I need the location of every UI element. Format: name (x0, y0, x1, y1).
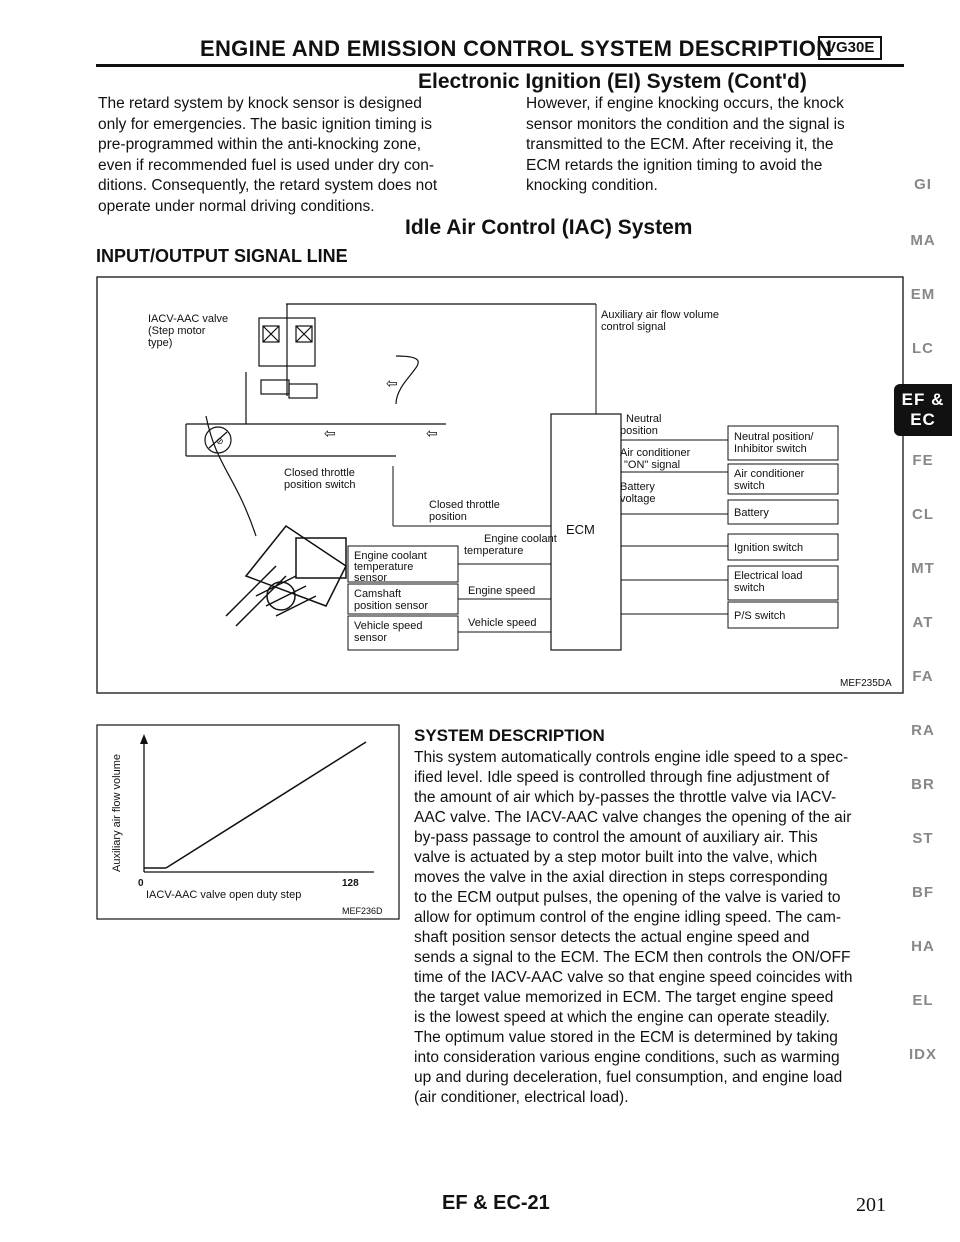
aux-air-signal-label: Auxiliary air flow volume control signal (601, 309, 719, 333)
text-line: the target value memorized in ECM. The target engine speed (414, 989, 834, 1006)
iacv-aac-valve-drawing (186, 304, 596, 536)
text-line: is the lowest speed at which the engine can operate steadily. (414, 1009, 830, 1026)
text-line: ified level. Idle speed is controlled through fine adjustment of (414, 769, 830, 786)
text-line: operate under normal driving conditions. (98, 197, 375, 215)
camshaft-sensor-label: Camshaft position sensor (354, 588, 428, 612)
side-tab-br[interactable]: BR (911, 776, 935, 793)
valve-label: IACV-AAC valve (Step motor type) (148, 313, 229, 349)
y-axis-label: Auxiliary air flow volume (111, 754, 123, 872)
text-line: ECM retards the ignition timing to avoid the (526, 156, 823, 174)
engine-speed-label: Engine speed (468, 585, 536, 597)
text-line: by-pass passage to control the amount of auxiliary air. This (414, 829, 818, 846)
side-tab-fe[interactable]: FE (912, 452, 934, 469)
section-subtitle: Electronic Ignition (EI) System (Cont'd) (418, 70, 807, 93)
chart-code: MEF236D (342, 906, 383, 916)
text-line: shaft position sensor detects the actual engine speed and (414, 929, 810, 946)
text-line: time of the IACV-AAC valve so that engine speed coincides with (414, 969, 853, 986)
x-axis-label: IACV-AAC valve open duty step (146, 889, 302, 901)
air-flow-chart (96, 724, 400, 920)
electrical-load-switch-label: Electrical load switch (734, 570, 803, 594)
text-line: even if recommended fuel is used under dry con- (98, 156, 435, 174)
intro-right (526, 94, 906, 197)
text-line: transmitted to the ECM. After receiving it, the (526, 136, 834, 153)
diagram-code: MEF235DA (840, 678, 892, 689)
x-tick-label: 0 (138, 878, 144, 889)
text-line: The retard system by knock sensor is designed (98, 95, 422, 112)
side-tab-mt[interactable]: MT (911, 560, 935, 577)
side-tab-at[interactable]: AT (912, 614, 934, 631)
side-tab-label: EC (910, 410, 936, 429)
text-line: up and during deceleration, fuel consumption, and engine load (414, 1069, 843, 1086)
battery-label: Battery (734, 507, 769, 519)
intro-left (98, 94, 498, 217)
series-line (166, 742, 366, 868)
text-line: valve is actuated by a step motor built into the valve, which (414, 849, 818, 866)
coolant-sensor-label: Engine coolant temperature sensor (354, 550, 427, 584)
x-tick-label: 128 (342, 878, 359, 889)
engine-badge: VG30E (818, 36, 882, 60)
io-heading: INPUT/OUTPUT SIGNAL LINE (96, 246, 348, 266)
text-line: (air conditioner, electrical load). (414, 1089, 629, 1106)
vehicle-speed-sensor-label: Vehicle speed sensor (354, 620, 423, 644)
text-line: The optimum value stored in the ECM is determined by taking (414, 1029, 838, 1046)
side-tab-ha[interactable]: HA (911, 938, 935, 955)
text-line: into consideration various engine conditions, such as warming (414, 1049, 840, 1066)
battery-voltage-label: Battery voltage (620, 481, 656, 505)
text-line: sends a signal to the ECM. The ECM then controls the ON/OFF (414, 949, 851, 966)
air-conditioner-switch-label: Air conditioner switch (734, 468, 805, 492)
text-line: However, if engine knocking occurs, the knock (526, 95, 844, 112)
side-tab-gi[interactable]: GI (914, 176, 932, 193)
text-line: only for emergencies. The basic ignition timing is (98, 115, 432, 133)
side-tab-fa[interactable]: FA (912, 668, 934, 685)
engine-drawing-icon (226, 526, 346, 626)
side-tab-idx[interactable]: IDX (908, 1046, 937, 1063)
ps-switch-label: P/S switch (734, 610, 786, 622)
flow-arrow-icon: ⇦ (426, 425, 438, 441)
text-line: knocking condition. (526, 177, 658, 194)
text-line: pre-programmed within the anti-knocking zone, (98, 136, 422, 153)
text-line: This system automatically controls engine idle speed to a spec- (414, 749, 849, 766)
text-line: to the ECM output pulses, the opening of the valve is varied to (414, 889, 841, 906)
footer-section: EF & EC-21 (442, 1192, 550, 1214)
text-line: the amount of air which by-passes the throttle valve via IACV- (414, 789, 837, 806)
header-rule (96, 64, 904, 67)
diagram-frame (97, 277, 903, 693)
side-tab-bf[interactable]: BF (912, 884, 934, 901)
system-description-body (414, 748, 906, 1108)
coolant-temp-label: Engine coolant temperature (464, 533, 557, 557)
iac-title: Idle Air Control (IAC) System (405, 216, 693, 239)
side-tab-label: EF & (901, 390, 945, 409)
throttle-plate-icon: ⊘ (216, 436, 224, 446)
flow-arrow-icon: ⇦ (386, 375, 398, 391)
system-description-title: SYSTEM DESCRIPTION (414, 726, 605, 745)
air-conditioner-on-label: Air conditioner "ON" signal (620, 447, 691, 471)
ecm-label: ECM (566, 522, 595, 537)
side-tab-ma[interactable]: MA (910, 232, 936, 249)
side-tab-st[interactable]: ST (912, 830, 934, 847)
side-tab-ra[interactable]: RA (911, 722, 935, 739)
page-number: 201 (856, 1194, 886, 1216)
flow-arrow-icon: ⇦ (324, 425, 336, 441)
side-tab-el[interactable]: EL (912, 992, 934, 1009)
side-tab-cl[interactable]: CL (912, 506, 934, 523)
side-tab-ef-ec[interactable] (894, 384, 952, 436)
text-line: sensor monitors the condition and the signal is (526, 115, 845, 133)
text-line: AAC valve. The IACV-AAC valve changes the opening of the air (414, 809, 852, 826)
text-line: allow for optimum control of the engine idling speed. The cam- (414, 909, 842, 926)
y-axis-arrow-icon (140, 734, 148, 744)
vehicle-speed-label: Vehicle speed (468, 617, 537, 629)
page-header-title: ENGINE AND EMISSION CONTROL SYSTEM DESCRIPTION (200, 36, 833, 61)
side-tab-lc[interactable]: LC (912, 340, 934, 357)
neutral-inhibitor-switch-label: Neutral position/ Inhibitor switch (734, 431, 814, 455)
io-signal-diagram (96, 276, 904, 694)
text-line: moves the valve in the axial direction in steps corresponding (414, 869, 828, 886)
text-line: ditions. Consequently, the retard system does not (98, 177, 438, 194)
neutral-position-label: Neutral position (620, 413, 662, 437)
ignition-switch-label: Ignition switch (734, 542, 804, 554)
closed-throttle-position-label: Closed throttle position (429, 499, 500, 523)
side-tab-em[interactable]: EM (910, 286, 936, 303)
closed-throttle-switch-label: Closed throttle position switch (284, 467, 356, 491)
